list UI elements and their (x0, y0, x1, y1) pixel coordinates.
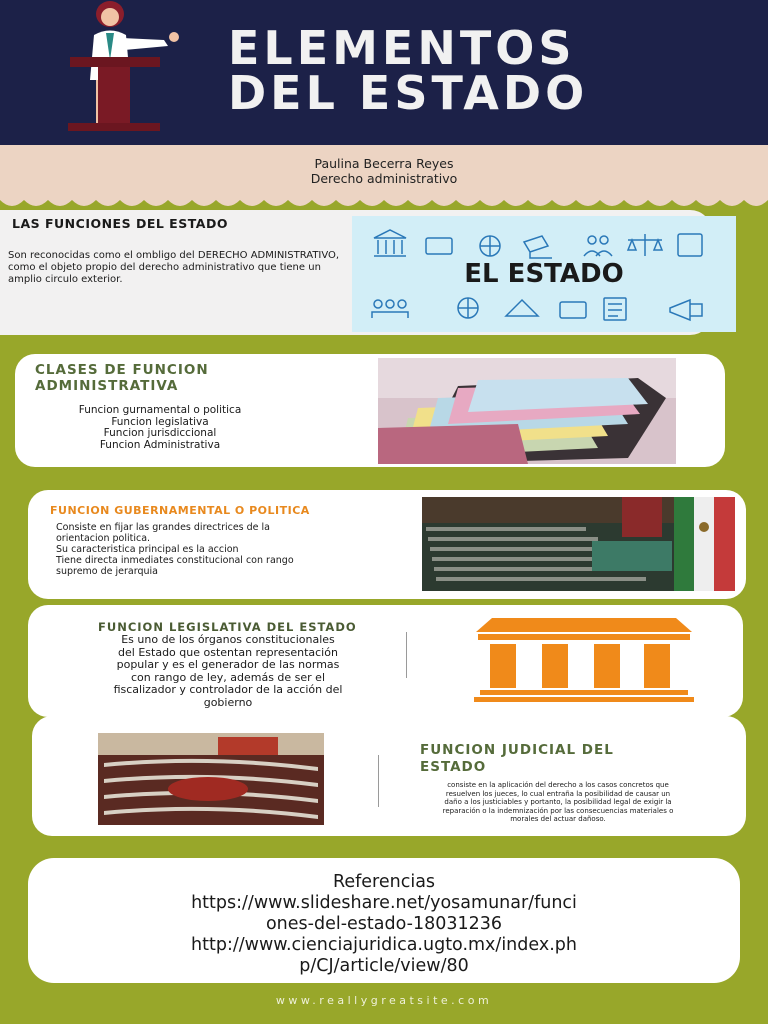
list-item: Funcion Administrativa (99, 438, 221, 451)
list-item: Funcion legislativa (111, 415, 209, 428)
legislative-line: popular y es el generador de las normas (116, 658, 340, 671)
classes-title-line-2: ADMINISTRATIVA (35, 378, 179, 394)
legislative-line: gobierno (203, 695, 253, 709)
reference-link[interactable]: https://www.slideshare.net/yosamunar/funci (191, 893, 577, 913)
government-line: orientacion politica. (56, 533, 151, 544)
government-line: supremo de jerarquia (56, 566, 158, 577)
author-name: Paulina Becerra Reyes (314, 156, 454, 171)
judicial-title-line-2: ESTADO (420, 759, 487, 775)
section-legislative-title: FUNCION LEGISLATIVA DEL ESTADO (98, 620, 357, 634)
references-title: Referencias (332, 872, 436, 892)
el-estado-icons (352, 216, 736, 332)
legislative-line: del Estado que ostentan representación (118, 645, 338, 659)
section-legislative-text (50, 634, 406, 709)
section-classes-title (35, 362, 209, 394)
footer-website[interactable]: www.reallygreatsite.com (275, 994, 493, 1007)
author-course: Derecho administrativo (310, 171, 458, 186)
reference-link[interactable]: p/CJ/article/view/80 (299, 956, 469, 976)
speaker-illustration (64, 0, 184, 135)
list-item: Funcion jurisdiccional (103, 427, 217, 439)
el-estado-label: EL ESTADO (464, 259, 624, 289)
reference-link[interactable]: ones-del-estado-18031236 (265, 914, 503, 934)
file-folders-image (378, 358, 676, 464)
government-line: Consiste en fijar las grandes directrices de la (56, 522, 271, 533)
title-line-2: DEL ESTADO (228, 66, 589, 120)
classes-title-line-1: CLASES DE FUNCION (35, 362, 209, 378)
senate-chamber-image (98, 733, 324, 825)
references-block (28, 872, 740, 977)
section-functions-title: LAS FUNCIONES DEL ESTADO (12, 216, 228, 231)
section-government-title: FUNCION GUBERNAMENTAL O POLITICA (50, 504, 310, 517)
legislative-line: Es uno de los órganos constitucionales (121, 633, 335, 646)
el-estado-image (352, 216, 736, 332)
divider-line (378, 755, 379, 807)
page-title (228, 21, 589, 120)
judicial-line: resuelven los jueces, lo cual entraña la posibilidad de causar un (445, 789, 671, 798)
judicial-line: consiste en la aplicación del derecho a los casos concretos que (447, 781, 669, 789)
judicial-line: daño a los justiciables y portanto, la posibilidad legal de exigir la (444, 798, 672, 806)
congress-chamber-image (422, 497, 735, 591)
judicial-line: reparación o la indemnización por las consecuencias materiales o (442, 806, 674, 815)
title-line-1: ELEMENTOS (228, 21, 576, 75)
section-government-text (56, 522, 386, 577)
government-line: Su caracteristica principal es la accion (56, 544, 239, 555)
list-item: Funcion gurnamental o politica (78, 404, 242, 416)
section-functions-text: Son reconocidas como el ombligo del DERECHO ADMINISTRATIVO, como el objeto propio del derecho administrativo que tiene un amplio circulo exterior. (8, 250, 340, 285)
classes-list (40, 405, 280, 451)
legislative-line: fiscalizador y controlador de la acción del (113, 683, 343, 696)
judicial-title-line-1: FUNCION JUDICIAL DEL (420, 742, 614, 758)
section-judicial-text (398, 781, 718, 824)
legislative-line: con rango de ley, además de ser el (130, 670, 326, 684)
divider-line (406, 632, 407, 678)
building-icon (472, 618, 696, 704)
author-info (0, 156, 768, 186)
reference-link[interactable]: http://www.cienciajuridica.ugto.mx/index.ph (191, 935, 577, 955)
government-line: Tiene directa inmediates constitucional con rango (56, 555, 294, 566)
section-judicial-title (420, 742, 614, 776)
judicial-line: morales del actuar dañoso. (510, 815, 606, 823)
